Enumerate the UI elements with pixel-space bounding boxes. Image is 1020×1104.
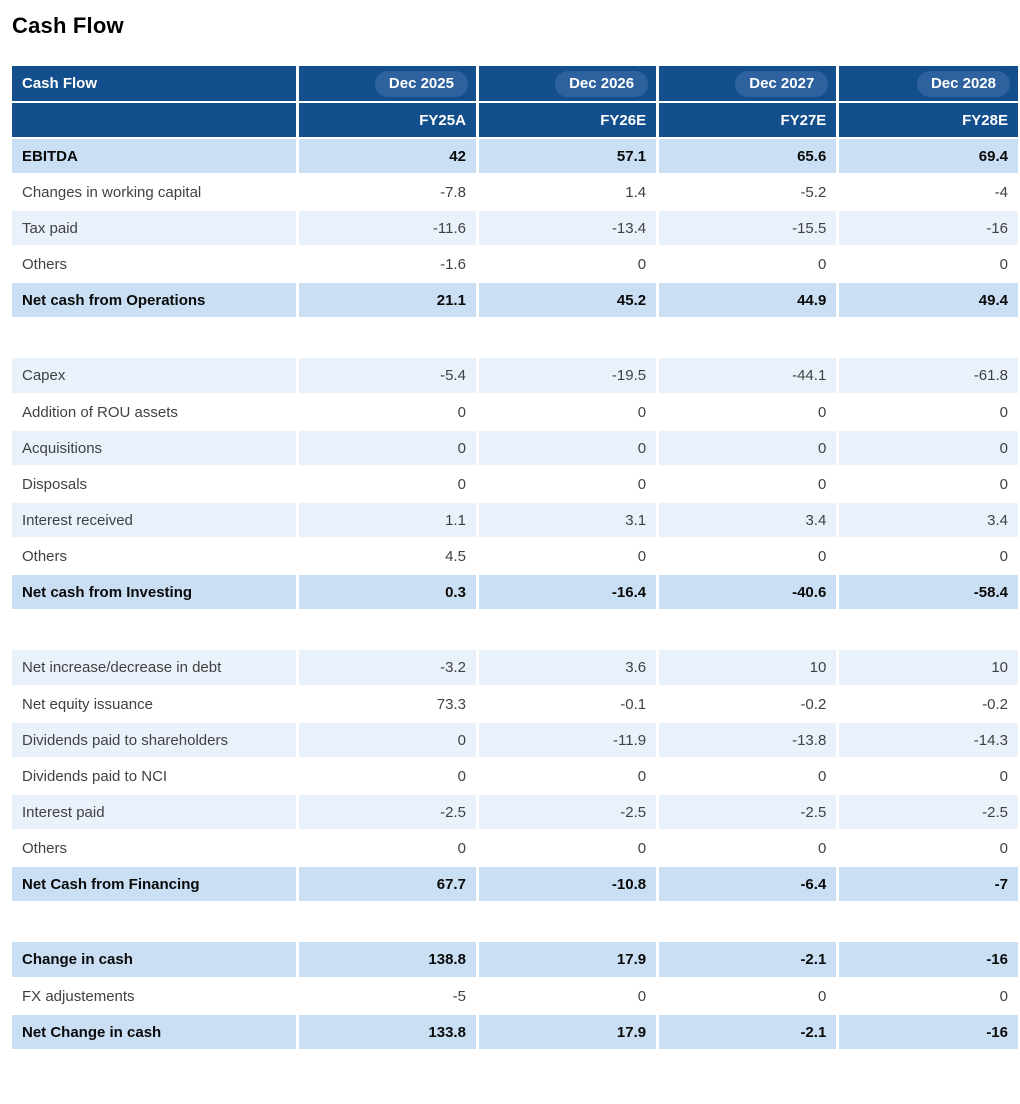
cell-value: 138.8 [297, 942, 477, 978]
table-row [12, 138, 1018, 174]
cell-value: 0 [838, 466, 1018, 502]
table-row [12, 282, 1018, 318]
cell-value: 3.1 [477, 502, 657, 538]
table-row [12, 394, 1018, 430]
table-row [12, 866, 1018, 902]
cell-value: 0 [297, 430, 477, 466]
cell-value: 0 [658, 758, 838, 794]
table-row [12, 174, 1018, 210]
cell-value: 0 [838, 394, 1018, 430]
section-gap [12, 902, 1018, 942]
corner-header-cell: Cash Flow [12, 66, 297, 102]
cell-value: 0 [297, 466, 477, 502]
corner-header-empty-cell [12, 102, 297, 138]
cell-value: -16 [838, 210, 1018, 246]
cell-value: 0 [838, 430, 1018, 466]
section-gap-cell [12, 318, 1018, 358]
cell-value: -11.9 [477, 722, 657, 758]
cell-value: 65.6 [658, 138, 838, 174]
cell-value: 69.4 [838, 138, 1018, 174]
cell-value: -61.8 [838, 358, 1018, 394]
cell-value: -2.5 [838, 794, 1018, 830]
column-header-fiscal: FY28E [838, 102, 1018, 138]
cell-value: 0 [658, 430, 838, 466]
row-label: Changes in working capital [12, 174, 297, 210]
cell-value: 45.2 [477, 282, 657, 318]
cell-value: -3.2 [297, 650, 477, 686]
cell-value: 4.5 [297, 538, 477, 574]
cell-value: 21.1 [297, 282, 477, 318]
column-header-fiscal: FY27E [658, 102, 838, 138]
table-row [12, 466, 1018, 502]
cell-value: -5.2 [658, 174, 838, 210]
table-body [12, 138, 1018, 1050]
cell-value: -2.5 [658, 794, 838, 830]
column-header-period [297, 66, 477, 102]
table-row [12, 358, 1018, 394]
row-label: Net Cash from Financing [12, 866, 297, 902]
cell-value: -7 [838, 866, 1018, 902]
cell-value: -11.6 [297, 210, 477, 246]
cell-value: -7.8 [297, 174, 477, 210]
header-fiscal-row [12, 102, 1018, 138]
row-label: Net cash from Investing [12, 574, 297, 610]
cell-value: -1.6 [297, 246, 477, 282]
cell-value: 0 [838, 830, 1018, 866]
cell-value: 0.3 [297, 574, 477, 610]
cell-value: -2.5 [477, 794, 657, 830]
cell-value: 0 [297, 758, 477, 794]
cell-value: -19.5 [477, 358, 657, 394]
cell-value: -5.4 [297, 358, 477, 394]
cell-value: 44.9 [658, 282, 838, 318]
table-header [12, 66, 1018, 138]
column-header-period [838, 66, 1018, 102]
cell-value: 67.7 [297, 866, 477, 902]
cell-value: 0 [658, 466, 838, 502]
cell-value: -6.4 [658, 866, 838, 902]
row-label: Interest received [12, 502, 297, 538]
cell-value: -13.4 [477, 210, 657, 246]
cell-value: 0 [477, 466, 657, 502]
section-gap [12, 610, 1018, 650]
cell-value: -2.1 [658, 1014, 838, 1050]
row-label: Net increase/decrease in debt [12, 650, 297, 686]
cell-value: 0 [297, 722, 477, 758]
row-label: Others [12, 246, 297, 282]
cell-value: 17.9 [477, 942, 657, 978]
cell-value: 0 [658, 978, 838, 1014]
cell-value: -16.4 [477, 574, 657, 610]
cell-value: -16 [838, 942, 1018, 978]
cell-value: 0 [658, 538, 838, 574]
cell-value: -15.5 [658, 210, 838, 246]
row-label: Net cash from Operations [12, 282, 297, 318]
cell-value: -13.8 [658, 722, 838, 758]
cell-value: -44.1 [658, 358, 838, 394]
row-label: Net equity issuance [12, 686, 297, 722]
table-row [12, 942, 1018, 978]
cell-value: 0 [838, 758, 1018, 794]
section-gap-cell [12, 610, 1018, 650]
cell-value: 1.4 [477, 174, 657, 210]
cell-value: 3.6 [477, 650, 657, 686]
table-row [12, 978, 1018, 1014]
cell-value: 17.9 [477, 1014, 657, 1050]
table-row [12, 722, 1018, 758]
cell-value: 0 [477, 430, 657, 466]
cell-value: -2.1 [658, 942, 838, 978]
cell-value: -16 [838, 1014, 1018, 1050]
page-title: Cash Flow [12, 13, 124, 38]
period-badge[interactable]: Dec 2027 [735, 71, 828, 97]
cell-value: 57.1 [477, 138, 657, 174]
cell-value: 10 [658, 650, 838, 686]
cell-value: 0 [297, 394, 477, 430]
column-header-fiscal: FY25A [297, 102, 477, 138]
row-label: Others [12, 830, 297, 866]
table-row [12, 758, 1018, 794]
table-row [12, 538, 1018, 574]
cell-value: -5 [297, 978, 477, 1014]
column-header-period [658, 66, 838, 102]
cell-value: -0.1 [477, 686, 657, 722]
cell-value: 0 [477, 758, 657, 794]
cell-value: 0 [477, 394, 657, 430]
row-label: Dividends paid to shareholders [12, 722, 297, 758]
table-row [12, 1014, 1018, 1050]
cell-value: 0 [297, 830, 477, 866]
cell-value: 0 [477, 246, 657, 282]
row-label: Acquisitions [12, 430, 297, 466]
column-header-fiscal: FY26E [477, 102, 657, 138]
cell-value: -4 [838, 174, 1018, 210]
header-period-row [12, 66, 1018, 102]
cell-value: 3.4 [658, 502, 838, 538]
row-label: Change in cash [12, 942, 297, 978]
section-gap [12, 318, 1018, 358]
cell-value: 0 [838, 538, 1018, 574]
cell-value: 0 [477, 538, 657, 574]
cell-value: 0 [658, 830, 838, 866]
row-label: Tax paid [12, 210, 297, 246]
cell-value: 0 [838, 978, 1018, 1014]
cell-value: 73.3 [297, 686, 477, 722]
table-row [12, 794, 1018, 830]
table-row [12, 210, 1018, 246]
table-row [12, 430, 1018, 466]
cell-value: -2.5 [297, 794, 477, 830]
row-label: Interest paid [12, 794, 297, 830]
table-row [12, 502, 1018, 538]
cell-value: 49.4 [838, 282, 1018, 318]
row-label: Capex [12, 358, 297, 394]
table-row [12, 830, 1018, 866]
row-label: FX adjustements [12, 978, 297, 1014]
cell-value: 0 [658, 246, 838, 282]
cell-value: 133.8 [297, 1014, 477, 1050]
cell-value: 0 [838, 246, 1018, 282]
row-label: Net Change in cash [12, 1014, 297, 1050]
period-badge[interactable]: Dec 2028 [917, 71, 1010, 97]
cell-value: 0 [477, 978, 657, 1014]
column-header-period [477, 66, 657, 102]
section-gap-cell [12, 902, 1018, 942]
row-label: Addition of ROU assets [12, 394, 297, 430]
cell-value: 42 [297, 138, 477, 174]
cell-value: -0.2 [658, 686, 838, 722]
period-badge[interactable]: Dec 2026 [555, 71, 648, 97]
cell-value: -10.8 [477, 866, 657, 902]
cell-value: 0 [658, 394, 838, 430]
cashflow-table [12, 66, 1018, 1051]
row-label: Others [12, 538, 297, 574]
cell-value: 3.4 [838, 502, 1018, 538]
cell-value: -14.3 [838, 722, 1018, 758]
table-row [12, 686, 1018, 722]
cell-value: -40.6 [658, 574, 838, 610]
row-label: Disposals [12, 466, 297, 502]
table-row [12, 246, 1018, 282]
table-row [12, 650, 1018, 686]
period-badge[interactable]: Dec 2025 [375, 71, 468, 97]
cell-value: 0 [477, 830, 657, 866]
cell-value: 1.1 [297, 502, 477, 538]
row-label: EBITDA [12, 138, 297, 174]
cell-value: 10 [838, 650, 1018, 686]
table-row [12, 574, 1018, 610]
cell-value: -58.4 [838, 574, 1018, 610]
row-label: Dividends paid to NCI [12, 758, 297, 794]
cell-value: -0.2 [838, 686, 1018, 722]
